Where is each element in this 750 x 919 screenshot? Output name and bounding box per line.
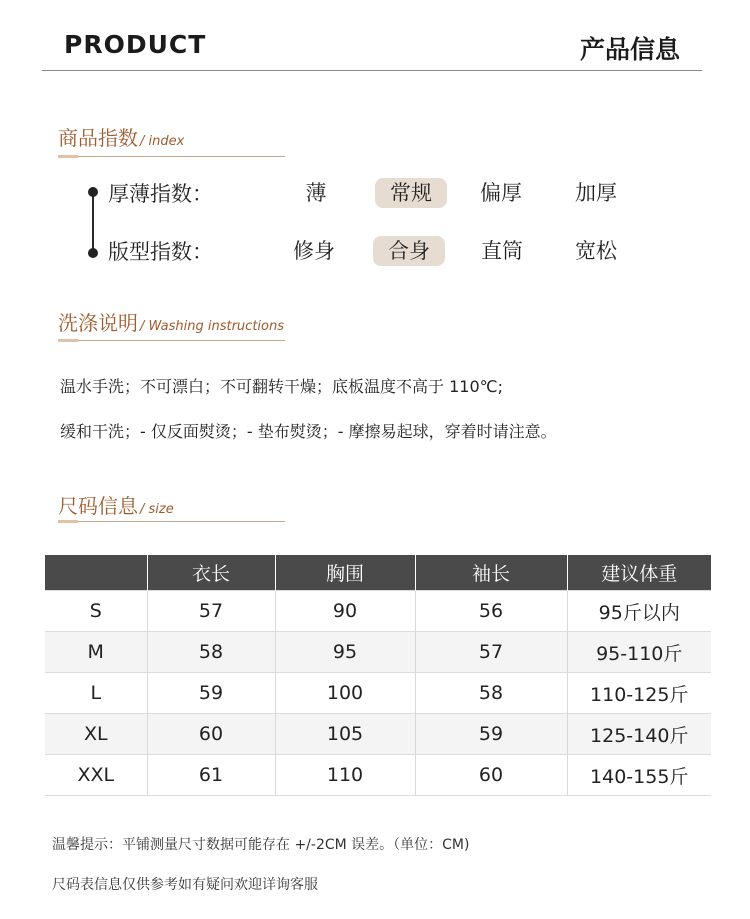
index-title-accent-bar — [58, 155, 78, 158]
size-cell: XL — [45, 714, 147, 755]
wash-subtitle: / Washing instructions — [140, 319, 284, 334]
size-cell: L — [45, 673, 147, 714]
index-subtitle: / index — [140, 134, 185, 149]
header-title-en: PRODUCT — [64, 30, 207, 59]
header-divider — [42, 70, 702, 71]
wash-title: 洗涤说明 — [58, 311, 138, 335]
index-title-underline — [58, 156, 285, 157]
wash-instruction-line: 缓和干洗；- 仅反面熨烫；- 垫布熨烫；- 摩擦易起球，穿着时请注意。 — [60, 422, 557, 441]
table-row — [45, 591, 711, 632]
fit-option-selected: 合身 — [373, 236, 445, 266]
weight-cell: 95斤以内 — [567, 591, 711, 632]
sleeve-cell: 56 — [415, 591, 567, 632]
wash-instruction-line: 温水手洗；不可漂白；不可翻转干燥；底板温度不高于 110℃; — [60, 377, 503, 396]
wash-title-underline — [58, 340, 285, 341]
length-cell: 59 — [147, 673, 275, 714]
sleeve-cell: 58 — [415, 673, 567, 714]
length-cell: 61 — [147, 755, 275, 796]
thickness-index-label: 厚薄指数： — [108, 182, 213, 206]
chest-cell: 90 — [275, 591, 415, 632]
thickness-option: 偏厚 — [480, 181, 522, 205]
chest-cell: 105 — [275, 714, 415, 755]
length-cell: 57 — [147, 591, 275, 632]
header-cell-size — [45, 555, 147, 591]
size-title: 尺码信息 — [58, 494, 138, 518]
measurement-note: 温馨提示：平铺测量尺寸数据可能存在 +/-2CM 误差。（单位：CM) — [52, 837, 470, 853]
header-cell-weight: 建议体重 — [567, 555, 711, 591]
index-section-title — [58, 122, 184, 151]
size-cell: S — [45, 591, 147, 632]
size-cell: M — [45, 632, 147, 673]
size-title-underline — [58, 521, 285, 522]
size-cell: XXL — [45, 755, 147, 796]
table-row — [45, 632, 711, 673]
fit-option: 修身 — [293, 239, 335, 263]
reference-note: 尺码表信息仅供参考如有疑问欢迎详询客服 — [52, 877, 318, 893]
wash-title-accent-bar — [58, 339, 78, 342]
fit-option: 宽松 — [575, 239, 617, 263]
table-row — [45, 714, 711, 755]
wash-section-title — [58, 307, 284, 336]
thickness-option: 薄 — [305, 181, 327, 205]
sleeve-cell: 60 — [415, 755, 567, 796]
header-cell-sleeve: 袖长 — [415, 555, 567, 591]
weight-cell: 125-140斤 — [567, 714, 711, 755]
weight-cell: 95-110斤 — [567, 632, 711, 673]
index-title: 商品指数 — [58, 126, 138, 150]
chest-cell: 95 — [275, 632, 415, 673]
chest-cell: 100 — [275, 673, 415, 714]
size-table-header — [45, 555, 711, 591]
index-bullet-dot — [88, 248, 98, 258]
sleeve-cell: 57 — [415, 632, 567, 673]
weight-cell: 140-155斤 — [567, 755, 711, 796]
table-row — [45, 755, 711, 796]
size-title-accent-bar — [58, 520, 78, 523]
index-rail — [92, 190, 94, 252]
size-section-title — [58, 490, 174, 519]
header-cell-chest: 胸围 — [275, 555, 415, 591]
header-title-cn: 产品信息 — [579, 35, 680, 64]
size-subtitle: / size — [140, 502, 174, 517]
thickness-option-selected: 常规 — [375, 178, 447, 208]
size-table — [45, 555, 711, 796]
sleeve-cell: 59 — [415, 714, 567, 755]
length-cell: 58 — [147, 632, 275, 673]
header-cell-length: 衣长 — [147, 555, 275, 591]
index-bullet-dot — [88, 187, 98, 197]
fit-option: 直筒 — [481, 239, 523, 263]
thickness-option: 加厚 — [575, 181, 617, 205]
fit-index-label: 版型指数： — [108, 240, 213, 264]
table-row — [45, 673, 711, 714]
chest-cell: 110 — [275, 755, 415, 796]
length-cell: 60 — [147, 714, 275, 755]
weight-cell: 110-125斤 — [567, 673, 711, 714]
